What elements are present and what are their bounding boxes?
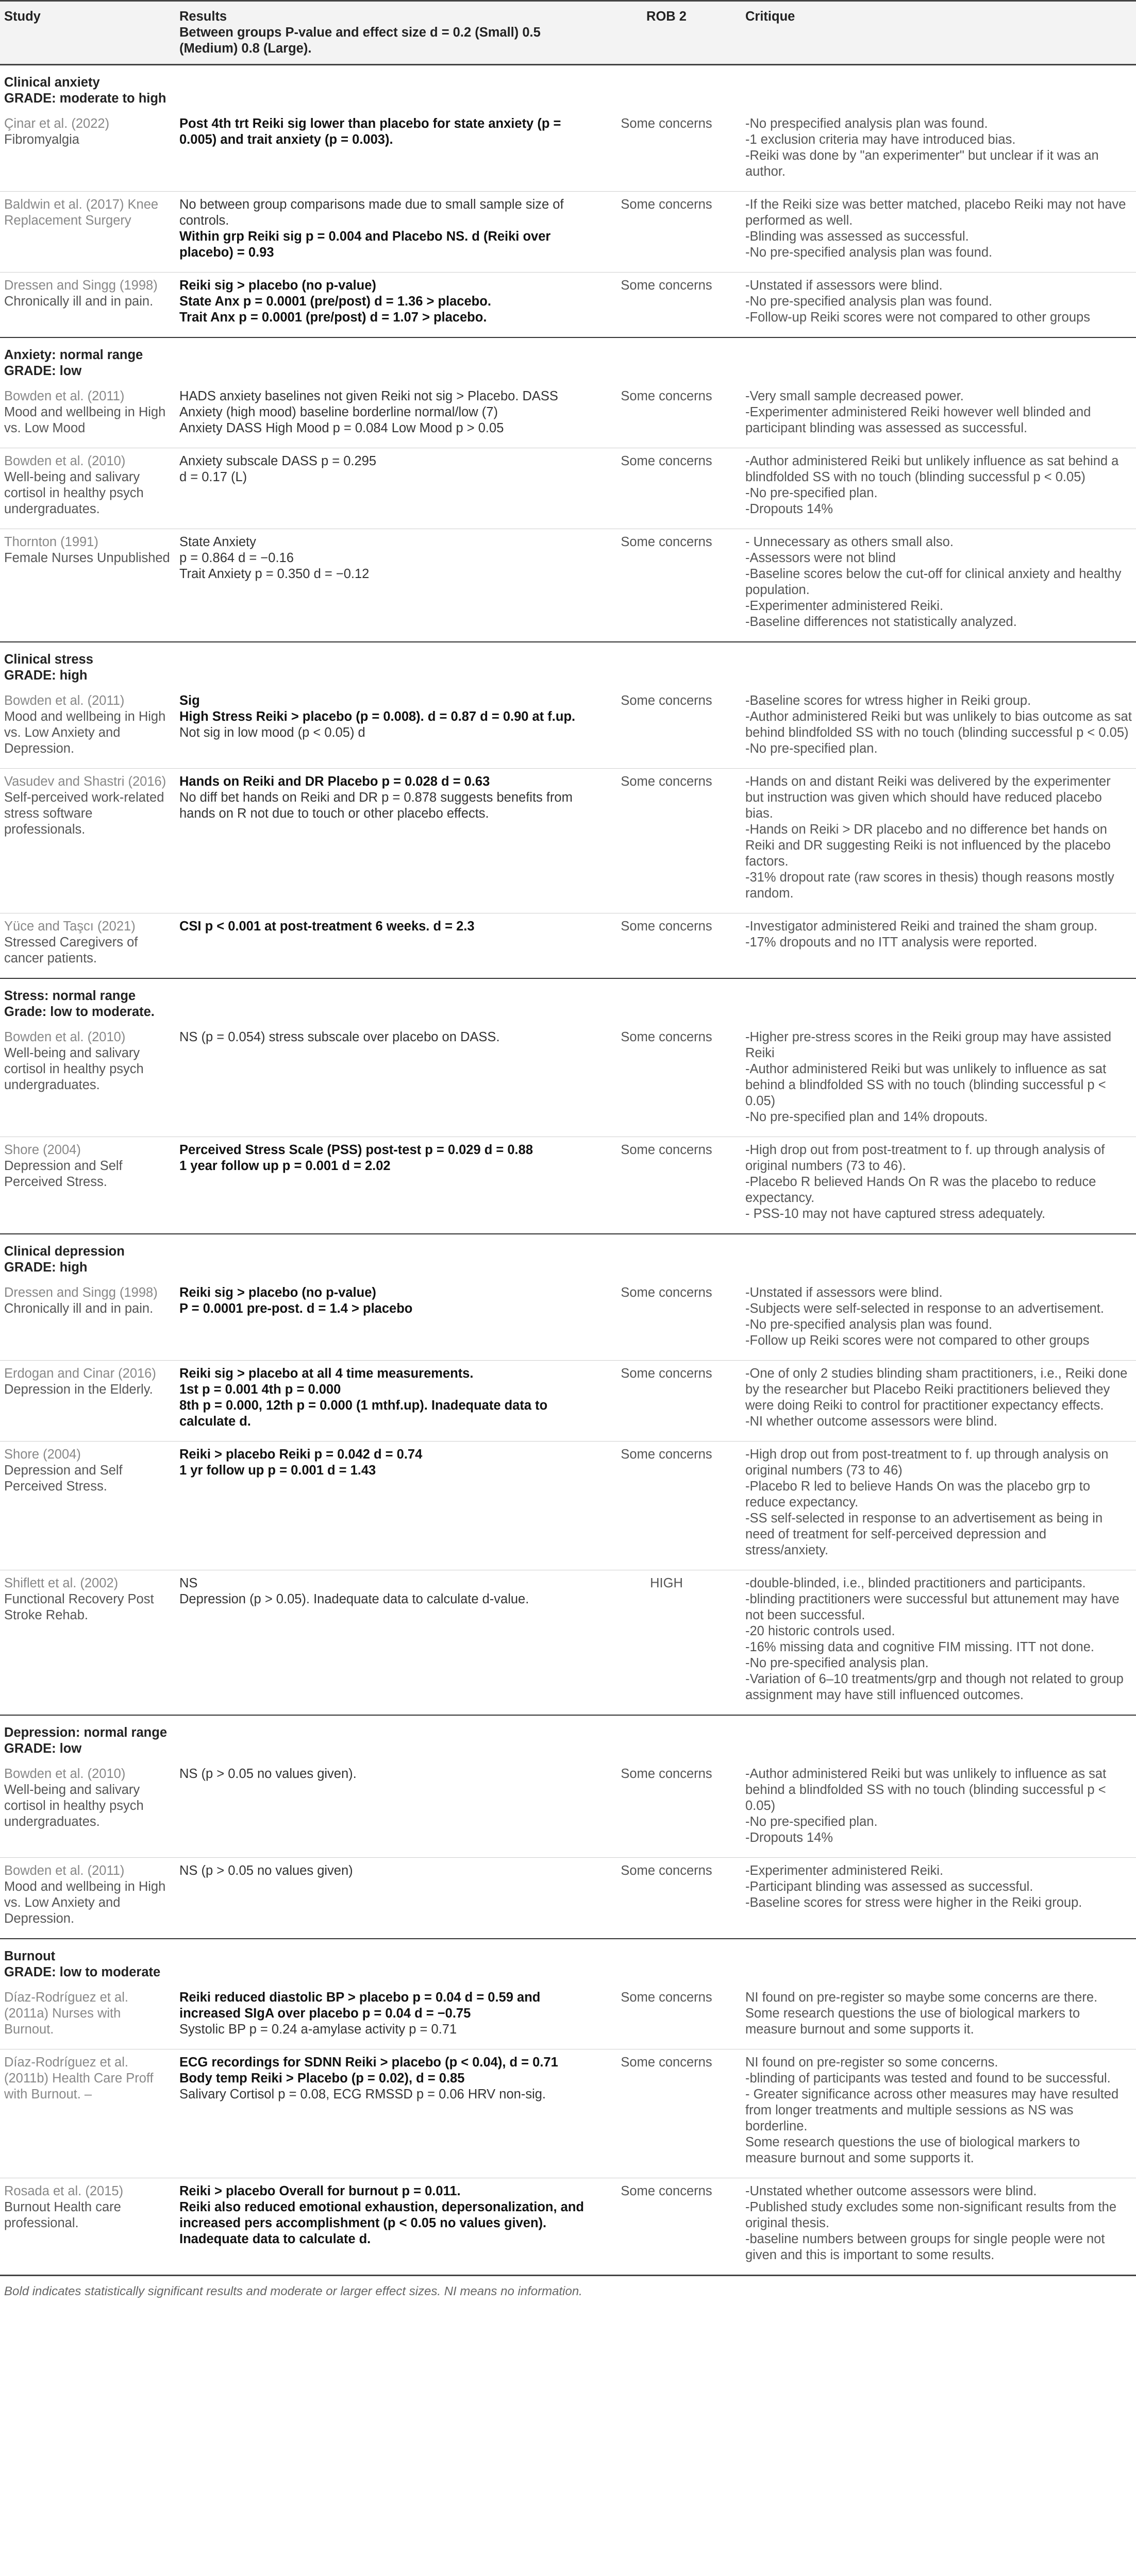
- rob-cell: Some concerns: [592, 1985, 741, 2049]
- critique-cell: [741, 1280, 1136, 1361]
- critique-cell: [741, 529, 1136, 642]
- critique-line: -Baseline scores below the cut-off for clinical anxiety and healthy population.: [745, 567, 1122, 597]
- critique-cell: [741, 1761, 1136, 1858]
- study-cell: [0, 1361, 175, 1442]
- study-author: Shore (2004): [4, 1143, 81, 1157]
- section-grade: GRADE: moderate to high: [4, 91, 166, 106]
- result-line: Reiki reduced diastolic BP > placebo p = 0.04 d = 0.59 and increased SIgA over placebo p = 0.04 d = −0.75: [179, 1990, 541, 2021]
- result-line: 8th p = 0.000, 12th p = 0.000 (1 mthf.up). Inadequate data to calculate d.: [179, 1398, 548, 1429]
- rob-cell: Some concerns: [621, 535, 712, 549]
- study-description: Self-perceived work-related stress software professionals.: [4, 790, 164, 837]
- study-author: Dressen and Singg (1998): [4, 278, 158, 293]
- result-line: d = 0.17 (L): [179, 470, 247, 484]
- result-line: Reiki sig > placebo at all 4 time measurements.: [179, 1366, 474, 1381]
- table-row: [0, 769, 1136, 913]
- critique-line: -baseline numbers between groups for single people were not given and this is important to some results.: [745, 2232, 1105, 2262]
- result-line: Reiki > placebo Reiki p = 0.042 d = 0.74: [179, 1447, 423, 1462]
- results-cell: [175, 1761, 592, 1858]
- study-cell: [0, 688, 175, 769]
- critique-line: Some research questions the use of biological markers to measure burnout and some supports it.: [745, 2006, 1080, 2037]
- study-author: Shore (2004): [4, 1447, 81, 1462]
- critique-line: -No pre-specified analysis plan.: [745, 1656, 929, 1670]
- critique-line: -Unstated if assessors were blind.: [745, 1285, 943, 1300]
- critique-cell: [741, 1570, 1136, 1716]
- rob-cell: Some concerns: [592, 1280, 741, 1361]
- critique-cell: [741, 2049, 1136, 2178]
- section-header: [0, 642, 1136, 688]
- study-author: Díaz-Rodríguez et al. (2011a) Nurses with Burnout.: [4, 1990, 128, 2037]
- study-description: Stressed Caregivers of cancer patients.: [4, 935, 138, 965]
- section-title: Clinical depression: [4, 1244, 125, 1259]
- critique-line: -No prespecified analysis plan was found.: [745, 116, 988, 131]
- results-cell: [175, 1361, 592, 1442]
- study-author: Thornton (1991): [4, 535, 98, 549]
- critique-line: -Unstated if assessors were blind.: [745, 278, 943, 293]
- study-cell: [0, 1858, 175, 1939]
- section-grade: GRADE: high: [4, 1260, 88, 1275]
- study-cell: [0, 529, 175, 642]
- table-row: [0, 1361, 1136, 1442]
- section-title: Depression: normal range: [4, 1725, 167, 1740]
- result-line: NS (p > 0.05 no values given): [179, 1863, 353, 1878]
- section-header-row: [0, 1939, 1136, 1985]
- results-cell: [175, 273, 592, 338]
- header-results-title: Results: [179, 9, 227, 24]
- critique-cell: [741, 448, 1136, 529]
- critique-line: -SS self-selected in response to an advertisement as being in need of treatment for self-perceived depression and stress/anxiety.: [745, 1511, 1103, 1557]
- study-description: Burnout Health care professional.: [4, 2200, 121, 2230]
- critique-line: -If the Reiki size was better matched, placebo Reiki may not have performed as well.: [745, 197, 1126, 228]
- section-grade: GRADE: high: [4, 668, 88, 683]
- results-cell: [175, 529, 592, 642]
- result-line: NS (p = 0.054) stress subscale over placebo on DASS.: [179, 1030, 500, 1044]
- critique-cell: [741, 913, 1136, 979]
- rob-cell: Some concerns: [592, 688, 741, 769]
- section-header-row: [0, 1234, 1136, 1280]
- results-cell: [175, 769, 592, 913]
- rob-cell: Some concerns: [621, 1143, 712, 1157]
- study-author: Çinar et al. (2022): [4, 116, 110, 131]
- table-row: [0, 1442, 1136, 1570]
- section-header-row: [0, 1715, 1136, 1761]
- study-description: Well-being and salivary cortisol in healthy psych undergraduates.: [4, 1783, 144, 1829]
- critique-line: -Baseline differences not statistically analyzed.: [745, 615, 1017, 629]
- result-line: No diff bet hands on Reiki and DR p = 0.878 suggests benefits from hands on R not due to touch or other placebo effects.: [179, 790, 573, 821]
- critique-cell: [741, 111, 1136, 192]
- results-cell: [175, 913, 592, 979]
- table-row: [0, 383, 1136, 448]
- critique-line: -Blinding was assessed as successful.: [745, 229, 969, 244]
- result-line: Hands on Reiki and DR Placebo p = 0.028 d = 0.63: [179, 774, 490, 789]
- critique-line: -Experimenter administered Reiki however well blinded and participant blinding was assessed as successful.: [745, 405, 1091, 435]
- study-description: Depression and Self Perceived Stress.: [4, 1159, 123, 1189]
- critique-line: -Assessors were not blind: [745, 551, 896, 565]
- study-description: Mood and wellbeing in High vs. Low Anxiety and Depression.: [4, 1879, 166, 1926]
- study-author: Bowden et al. (2010): [4, 1030, 126, 1044]
- results-cell: [175, 1858, 592, 1939]
- section-header: [0, 1234, 1136, 1280]
- study-cell: [0, 769, 175, 913]
- rob-cell: Some concerns: [592, 1024, 741, 1137]
- result-line: 1 yr follow up p = 0.001 d = 1.43: [179, 1463, 376, 1478]
- critique-cell: [741, 273, 1136, 338]
- critique-cell: [741, 192, 1136, 273]
- study-author: Bowden et al. (2010): [4, 454, 126, 468]
- critique-line: -Higher pre-stress scores in the Reiki group may have assisted Reiki: [745, 1030, 1112, 1060]
- section-grade: Grade: low to moderate.: [4, 1005, 155, 1019]
- critique-line: -Hands on Reiki > DR placebo and no difference bet hands on Reiki and DR suggesting Reiki is not influenced by the placebo factors.: [745, 822, 1111, 869]
- table-row: [0, 1858, 1136, 1939]
- result-line: HADS anxiety baselines not given Reiki not sig > Placebo. DASS Anxiety (high mood) baseline borderline normal/low (7): [179, 389, 558, 419]
- rob-cell: Some concerns: [592, 1442, 741, 1570]
- rob-cell: Some concerns: [592, 192, 741, 273]
- table-header: [0, 1, 1136, 65]
- header-results-subtitle: Between groups P-value and effect size d = 0.2 (Small) 0.5 (Medium) 0.8 (Large).: [179, 25, 541, 56]
- study-author: Vasudev and Shastri (2016): [4, 774, 166, 789]
- study-cell: [0, 2178, 175, 2276]
- results-cell: [175, 1442, 592, 1570]
- section-header-row: [0, 642, 1136, 688]
- critique-line: -Dropouts 14%: [745, 1831, 833, 1845]
- study-author: Baldwin et al. (2017) Knee Replacement Surgery: [4, 197, 159, 228]
- rob-cell: HIGH: [650, 1576, 683, 1590]
- critique-line: -Variation of 6–10 treatments/grp and though not related to group assignment may have still influenced outcomes.: [745, 1672, 1124, 1702]
- critique-cell: [741, 1985, 1136, 2049]
- section-header: [0, 337, 1136, 383]
- critique-line: -Reiki was done by "an experimenter" but unclear if it was an author.: [745, 148, 1099, 179]
- critique-line: - Unnecessary as others small also.: [745, 535, 954, 549]
- rob-cell: Some concerns: [592, 383, 741, 448]
- study-cell: [0, 448, 175, 529]
- result-line: Post 4th trt Reiki sig lower than placebo for state anxiety (p = 0.005) and trait anxiety (p = 0.003).: [179, 116, 561, 147]
- critique-line: -31% dropout rate (raw scores in thesis) though reasons mostly random.: [745, 870, 1114, 901]
- critique-line: - Greater significance across other measures may have resulted from longer treatments and multiple sessions as NS was borderline.: [745, 2087, 1119, 2133]
- result-line: Perceived Stress Scale (PSS) post-test p = 0.029 d = 0.88: [179, 1143, 533, 1157]
- critique-line: -double-blinded, i.e., blinded practitioners and participants.: [745, 1576, 1086, 1590]
- result-line: Systolic BP p = 0.24 a-amylase activity p = 0.71: [179, 2022, 457, 2037]
- critique-line: NI found on pre-register so some concerns.: [745, 2055, 998, 2070]
- header-results: [175, 1, 592, 65]
- study-description: Well-being and salivary cortisol in healthy psych undergraduates.: [4, 470, 144, 516]
- section-header: [0, 1939, 1136, 1985]
- critique-line: -NI whether outcome assessors were blind.: [745, 1414, 997, 1429]
- result-line: Sig: [179, 693, 200, 708]
- critique-line: -No pre-specified plan.: [745, 486, 878, 500]
- critique-cell: [741, 1361, 1136, 1442]
- rob-cell: Some concerns: [592, 769, 741, 913]
- critique-line: -Dropouts 14%: [745, 502, 833, 516]
- result-line: State Anx p = 0.0001 (pre/post) d = 1.36 > placebo.: [179, 294, 491, 309]
- header-rob: ROB 2: [592, 1, 741, 65]
- rob-cell: Some concerns: [621, 278, 712, 293]
- table-row: [0, 1280, 1136, 1361]
- study-cell: [0, 1442, 175, 1570]
- critique-line: -20 historic controls used.: [745, 1624, 895, 1638]
- section-title: Stress: normal range: [4, 989, 136, 1003]
- study-cell: [0, 383, 175, 448]
- table-row: [0, 273, 1136, 338]
- study-author: Bowden et al. (2011): [4, 1863, 125, 1878]
- header-study: Study: [0, 1, 175, 65]
- critique-line: -One of only 2 studies blinding sham practitioners, i.e., Reiki done by the researcher but Placebo Reiki practitioners believed they were doing Reiki to control for practitioner expectancy effects.: [745, 1366, 1128, 1413]
- study-description: Depression and Self Perceived Stress.: [4, 1463, 123, 1494]
- result-line: Trait Anxiety p = 0.350 d = −0.12: [179, 567, 370, 581]
- table-row: [0, 688, 1136, 769]
- study-author: Erdogan and Cinar (2016): [4, 1366, 156, 1381]
- results-cell: [175, 1137, 592, 1234]
- results-cell: [175, 1570, 592, 1716]
- critique-cell: [741, 1858, 1136, 1939]
- critique-line: -Placebo R led to believe Hands On was the placebo grp to reduce expectancy.: [745, 1479, 1091, 1510]
- study-description: Mood and wellbeing in High vs. Low Mood: [4, 405, 166, 435]
- table-row: [0, 1570, 1136, 1716]
- study-author: Shiflett et al. (2002): [4, 1576, 119, 1590]
- table-row: [0, 192, 1136, 273]
- critique-line: -Baseline scores for stress were higher in the Reiki group.: [745, 1895, 1082, 1910]
- table-row: [0, 1024, 1136, 1137]
- results-cell: [175, 383, 592, 448]
- rob-cell: Some concerns: [592, 1761, 741, 1858]
- study-cell: [0, 1137, 175, 1234]
- study-cell: [0, 2049, 175, 2178]
- result-line: No between group comparisons made due to small sample size of controls.: [179, 197, 564, 228]
- result-line: Body temp Reiki > Placebo (p = 0.02), d = 0.85: [179, 2071, 465, 2086]
- critique-line: -Baseline scores for wtress higher in Reiki group.: [745, 693, 1031, 708]
- section-grade: GRADE: low: [4, 364, 82, 378]
- study-cell: [0, 1280, 175, 1361]
- rob-cell: Some concerns: [621, 2184, 712, 2198]
- critique-line: -Published study excludes some non-significant results from the original thesis.: [745, 2200, 1117, 2230]
- study-cell: [0, 192, 175, 273]
- critique-line: -No pre-specified plan.: [745, 1815, 878, 1829]
- result-line: NS (p > 0.05 no values given).: [179, 1767, 357, 1781]
- study-cell: [0, 913, 175, 979]
- result-line: Trait Anx p = 0.0001 (pre/post) d = 1.07 > placebo.: [179, 310, 487, 325]
- results-cell: [175, 1985, 592, 2049]
- critique-line: -Experimenter administered Reiki.: [745, 599, 944, 613]
- rob-cell: Some concerns: [592, 1361, 741, 1442]
- result-line: High Stress Reiki > placebo (p = 0.008). d = 0.87 d = 0.90 at f.up.: [179, 709, 576, 724]
- study-author: Bowden et al. (2011): [4, 693, 125, 708]
- rob-cell: Some concerns: [621, 1863, 712, 1878]
- critique-line: -No pre-specified analysis plan was found.: [745, 1317, 993, 1332]
- critique-line: -Participant blinding was assessed as successful.: [745, 1879, 1033, 1894]
- critique-line: -Author administered Reiki but unlikely influence as sat behind a blindfolded SS with no touch (blinding successful p < 0.05): [745, 454, 1119, 484]
- table-row: [0, 1985, 1136, 2049]
- section-header-row: [0, 65, 1136, 111]
- critique-line: -Author administered Reiki but was unlikely to bias outcome as sat behind blindfolded SS with no touch (blinding successful p < 0.05): [745, 709, 1132, 740]
- result-line: Reiki sig > placebo (no p-value): [179, 1285, 376, 1300]
- rob-cell: Some concerns: [592, 2049, 741, 2178]
- result-line: Salivary Cortisol p = 0.08, ECG RMSSD p = 0.06 HRV non-sig.: [179, 2087, 546, 2102]
- result-line: Reiki also reduced emotional exhaustion, depersonalization, and increased pers accomplishment (p < 0.05 no values given). Inadequate data to calculate d.: [179, 2200, 584, 2246]
- section-header: [0, 978, 1136, 1024]
- critique-cell: [741, 688, 1136, 769]
- rob-cell: Some concerns: [592, 448, 741, 529]
- critique-cell: [741, 2178, 1136, 2276]
- result-line: Anxiety subscale DASS p = 0.295: [179, 454, 377, 468]
- section-title: Anxiety: normal range: [4, 348, 143, 362]
- study-cell: [0, 1761, 175, 1858]
- study-cell: [0, 111, 175, 192]
- section-grade: GRADE: low: [4, 1741, 82, 1756]
- study-cell: [0, 273, 175, 338]
- critique-line: -Placebo R believed Hands On R was the placebo to reduce expectancy.: [745, 1175, 1096, 1205]
- study-cell: [0, 1024, 175, 1137]
- study-cell: [0, 1985, 175, 2049]
- header-critique: Critique: [741, 1, 1136, 65]
- results-cell: [175, 1024, 592, 1137]
- table-row: [0, 2049, 1136, 2178]
- section-title: Clinical stress: [4, 652, 93, 667]
- section-header: [0, 65, 1136, 111]
- critique-line: Some research questions the use of biological markers to measure burnout and some supports it.: [745, 2135, 1080, 2165]
- study-author: Yüce and Taşcı (2021): [4, 919, 136, 934]
- critique-cell: [741, 1024, 1136, 1137]
- critique-line: -Investigator administered Reiki and trained the sham group.: [745, 919, 1098, 934]
- critique-line: -Unstated whether outcome assessors were blind.: [745, 2184, 1037, 2198]
- results-cell: [175, 1280, 592, 1361]
- result-line: Within grp Reiki sig p = 0.004 and Placebo NS. d (Reiki over placebo) = 0.93: [179, 229, 551, 260]
- critique-line: -16% missing data and cognitive FIM missing. ITT not done.: [745, 1640, 1095, 1654]
- results-cell: [175, 688, 592, 769]
- study-author: Bowden et al. (2010): [4, 1767, 126, 1781]
- result-line: Reiki > placebo Overall for burnout p = 0.011.: [179, 2184, 461, 2198]
- critique-line: -Experimenter administered Reiki.: [745, 1863, 944, 1878]
- critique-line: -blinding practitioners were successful but attunement may have not been successful.: [745, 1592, 1120, 1622]
- critique-cell: [741, 1137, 1136, 1234]
- study-author: Dressen and Singg (1998): [4, 1285, 158, 1300]
- critique-line: -Hands on and distant Reiki was delivered by the experimenter but instruction was given which should have reduced placebo bias.: [745, 774, 1111, 821]
- critique-line: NI found on pre-register so maybe some concerns are there.: [745, 1990, 1098, 2005]
- study-cell: [0, 1570, 175, 1716]
- study-description: Female Nurses Unpublished: [4, 551, 170, 565]
- section-title: Clinical anxiety: [4, 75, 100, 90]
- result-line: State Anxiety: [179, 535, 256, 549]
- study-author: Díaz-Rodríguez et al. (2011b) Health Care Proff with Burnout. –: [4, 2055, 154, 2102]
- study-description: Well-being and salivary cortisol in healthy psych undergraduates.: [4, 1046, 144, 1092]
- study-description: Depression in the Elderly.: [4, 1382, 153, 1397]
- study-description: Chronically ill and in pain.: [4, 294, 154, 309]
- results-cell: [175, 192, 592, 273]
- result-line: ECG recordings for SDNN Reiki > placebo (p < 0.04), d = 0.71: [179, 2055, 558, 2070]
- results-cell: [175, 111, 592, 192]
- critique-line: -Very small sample decreased power.: [745, 389, 964, 403]
- result-line: Not sig in low mood (p < 0.05) d: [179, 725, 365, 740]
- critique-line: -No pre-specified analysis plan was found.: [745, 245, 993, 260]
- table-footnote: Bold indicates statistically significant results and moderate or larger effect sizes. NI means no information.: [0, 2276, 1136, 2307]
- study-description: Fibromyalgia: [4, 132, 79, 147]
- critique-cell: [741, 769, 1136, 913]
- study-description: Chronically ill and in pain.: [4, 1301, 154, 1316]
- section-header-row: [0, 978, 1136, 1024]
- table-row: [0, 913, 1136, 979]
- result-line: Depression (p > 0.05). Inadequate data to calculate d-value.: [179, 1592, 529, 1606]
- table-row: [0, 2178, 1136, 2276]
- critique-line: -High drop out from post-treatment to f. up through analysis of original numbers (73 to 46).: [745, 1143, 1105, 1173]
- critique-line: -blinding of participants was tested and found to be successful.: [745, 2071, 1111, 2086]
- section-header-row: [0, 337, 1136, 383]
- study-author: Bowden et al. (2011): [4, 389, 125, 403]
- study-description: Functional Recovery Post Stroke Rehab.: [4, 1592, 154, 1622]
- section-grade: GRADE: low to moderate: [4, 1965, 161, 1979]
- rob-cell: Some concerns: [621, 919, 712, 934]
- result-line: Reiki sig > placebo (no p-value): [179, 278, 376, 293]
- table-row: [0, 448, 1136, 529]
- critique-line: -Follow-up Reiki scores were not compared to other groups: [745, 310, 1090, 325]
- section-title: Burnout: [4, 1949, 56, 1963]
- table-row: [0, 111, 1136, 192]
- critique-line: -1 exclusion criteria may have introduced bias.: [745, 132, 1016, 147]
- table-row: [0, 1761, 1136, 1858]
- result-line: 1 year follow up p = 0.001 d = 2.02: [179, 1159, 391, 1173]
- critique-line: -Author administered Reiki but was unlikely to influence as sat behind a blindfolded SS with no touch (blinding successful p < 0.05): [745, 1062, 1107, 1108]
- results-cell: [175, 2178, 592, 2276]
- table-row: [0, 529, 1136, 642]
- critique-line: -Follow up Reiki scores were not compared to other groups: [745, 1333, 1090, 1348]
- result-line: NS: [179, 1576, 198, 1590]
- rob-cell: Some concerns: [592, 111, 741, 192]
- critique-line: -No pre-specified plan.: [745, 741, 878, 756]
- critique-line: -High drop out from post-treatment to f. up through analysis on original numbers (73 to 46): [745, 1447, 1109, 1478]
- result-line: P = 0.0001 pre-post. d = 1.4 > placebo: [179, 1301, 413, 1316]
- table-row: [0, 1137, 1136, 1234]
- study-author: Rosada et al. (2015): [4, 2184, 124, 2198]
- result-line: 1st p = 0.001 4th p = 0.000: [179, 1382, 341, 1397]
- critique-cell: [741, 1442, 1136, 1570]
- critique-line: -Subjects were self-selected in response to an advertisement.: [745, 1301, 1104, 1316]
- critique-line: -17% dropouts and no ITT analysis were reported.: [745, 935, 1038, 950]
- section-header: [0, 1715, 1136, 1761]
- results-cell: [175, 448, 592, 529]
- study-description: Mood and wellbeing in High vs. Low Anxiety and Depression.: [4, 709, 166, 756]
- critique-line: -No pre-specified plan and 14% dropouts.: [745, 1110, 988, 1124]
- critique-cell: [741, 383, 1136, 448]
- table-body: [0, 65, 1136, 2276]
- critique-line: -Author administered Reiki but was unlikely to influence as sat behind a blindfolded SS with no touch (blinding successful p < 0.05): [745, 1767, 1107, 1813]
- critique-line: - PSS-10 may not have captured stress adequately.: [745, 1207, 1046, 1221]
- results-cell: [175, 2049, 592, 2178]
- result-line: CSI p < 0.001 at post-treatment 6 weeks. d = 2.3: [179, 919, 475, 934]
- result-line: Anxiety DASS High Mood p = 0.084 Low Mood p > 0.05: [179, 421, 504, 435]
- result-line: p = 0.864 d = −0.16: [179, 551, 294, 565]
- critique-line: -No pre-specified analysis plan was found.: [745, 294, 993, 309]
